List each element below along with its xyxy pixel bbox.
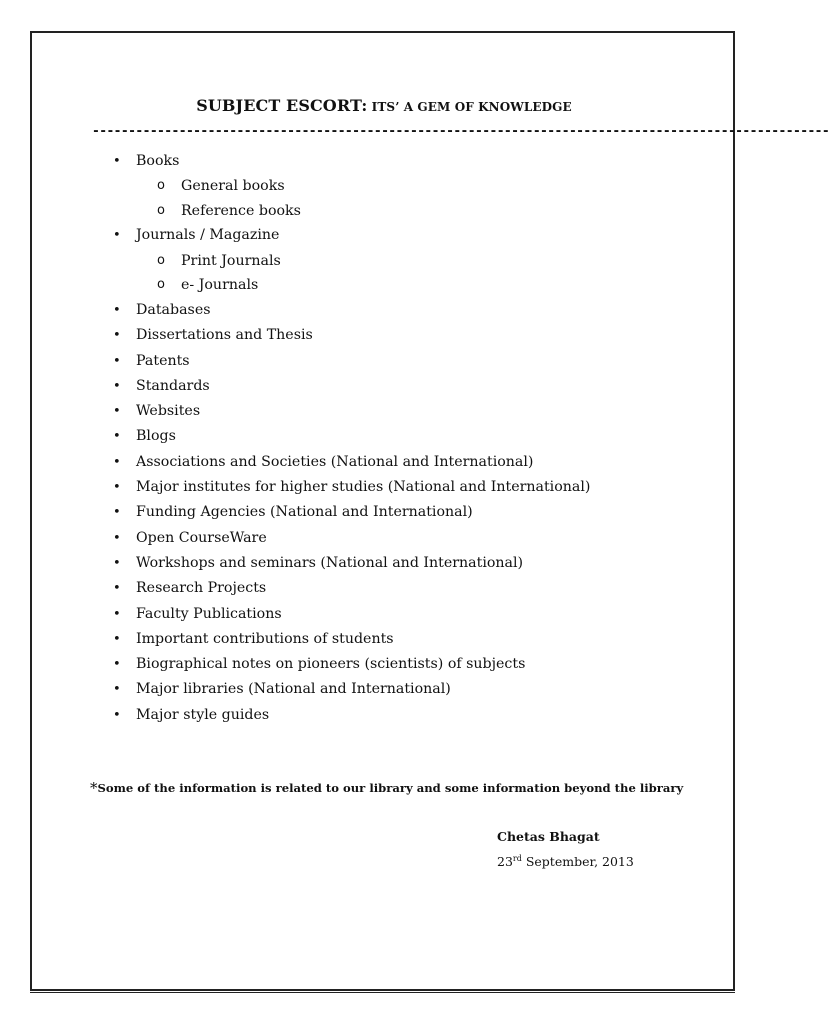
- sub-list: [136, 174, 590, 223]
- list-item: [111, 149, 590, 223]
- circle-bullet-icon: o: [157, 252, 165, 268]
- sub-list-item-label: Print Journals: [181, 252, 281, 269]
- sub-list-item-label: Reference books: [181, 202, 301, 219]
- list-item: [111, 349, 590, 374]
- list-item-label: Major style guides: [136, 706, 270, 723]
- list-item: [111, 223, 590, 297]
- signature-date: [497, 848, 634, 873]
- list-item: [111, 576, 590, 601]
- sub-list-item-label: e- Journals: [181, 277, 259, 294]
- list-item-label: Patents: [136, 352, 190, 369]
- list-item: [111, 703, 590, 728]
- list-item: [111, 424, 590, 449]
- list-item-label: Dissertations and Thesis: [136, 327, 313, 344]
- bullet-icon: •: [113, 404, 121, 420]
- list-item: [111, 399, 590, 424]
- bullet-icon: •: [113, 657, 121, 673]
- bullet-icon: •: [113, 353, 121, 369]
- list-item-label: Major institutes for higher studies (National and International): [136, 479, 591, 496]
- footnote: [90, 779, 710, 797]
- page-title: [0, 96, 768, 115]
- list-item: [111, 677, 590, 702]
- list-item: [111, 475, 590, 500]
- bullet-icon: •: [113, 505, 121, 521]
- dashed-divider: ------------------------------------------------------------------------------------------------------: [92, 124, 829, 139]
- list-item-label: Books: [136, 153, 180, 169]
- list-item-label: Faculty Publications: [136, 605, 282, 622]
- bullet-icon: •: [113, 328, 121, 344]
- sub-list-item: [136, 199, 590, 224]
- list-item: [111, 298, 590, 323]
- bullet-icon: •: [113, 631, 121, 647]
- bullet-icon: •: [113, 606, 121, 622]
- bullet-icon: •: [113, 480, 121, 496]
- list-item: [111, 500, 590, 525]
- list-item: [111, 602, 590, 627]
- list-item: [111, 323, 590, 348]
- list-item: [111, 551, 590, 576]
- bullet-icon: •: [113, 555, 121, 571]
- list-item-label: Journals / Magazine: [136, 227, 280, 244]
- list-item-label: Standards: [136, 377, 210, 394]
- asterisk-icon: *: [90, 779, 98, 797]
- resource-list: [111, 149, 590, 728]
- list-item-label: Research Projects: [136, 580, 267, 597]
- sub-list-item: [136, 249, 590, 274]
- list-item: [111, 652, 590, 677]
- list-item-label: Websites: [136, 403, 201, 420]
- sub-list-item: [136, 174, 590, 199]
- sub-list: [136, 249, 590, 298]
- list-item-label: Major libraries (National and International): [136, 681, 451, 698]
- circle-bullet-icon: o: [157, 202, 165, 218]
- list-item-label: Funding Agencies (National and International): [136, 504, 473, 521]
- list-item: [111, 450, 590, 475]
- bullet-icon: •: [113, 682, 121, 698]
- footnote-text: Some of the information is related to our library and some information beyond the library: [97, 781, 684, 795]
- title-main: SUBJECT ESCORT:: [196, 96, 368, 115]
- date-day: 23: [497, 854, 513, 870]
- author-name: Chetas Bhagat: [497, 829, 600, 844]
- list-item-label: Important contributions of students: [136, 630, 394, 647]
- circle-bullet-icon: o: [157, 178, 165, 194]
- sub-list-item: [136, 273, 590, 298]
- bullet-icon: •: [113, 154, 121, 169]
- list-item-label: Associations and Societies (National and International): [136, 453, 534, 470]
- list-item-label: Databases: [136, 301, 211, 318]
- bullet-icon: •: [113, 429, 121, 445]
- bullet-icon: •: [113, 454, 121, 470]
- circle-bullet-icon: o: [157, 277, 165, 293]
- bullet-icon: •: [113, 530, 121, 546]
- title-subtitle: ITS’ A GEM OF KNOWLEDGE: [367, 100, 572, 114]
- list-item-label: Blogs: [136, 428, 176, 445]
- list-item-label: Biographical notes on pioneers (scientists) of subjects: [136, 656, 526, 673]
- list-item: [111, 627, 590, 652]
- bullet-icon: •: [113, 228, 121, 244]
- list-item: [111, 526, 590, 551]
- bullet-icon: •: [113, 707, 121, 723]
- sub-list-item-label: General books: [181, 178, 285, 195]
- bullet-icon: •: [113, 302, 121, 318]
- list-item-label: Workshops and seminars (National and International): [136, 554, 524, 571]
- date-suffix: rd: [512, 854, 522, 863]
- bullet-icon: •: [113, 581, 121, 597]
- list-item: [111, 374, 590, 399]
- signature-block: [497, 826, 634, 873]
- list-item-label: Open CourseWare: [136, 529, 267, 546]
- bullet-icon: •: [113, 378, 121, 394]
- date-rest: September, 2013: [521, 854, 634, 870]
